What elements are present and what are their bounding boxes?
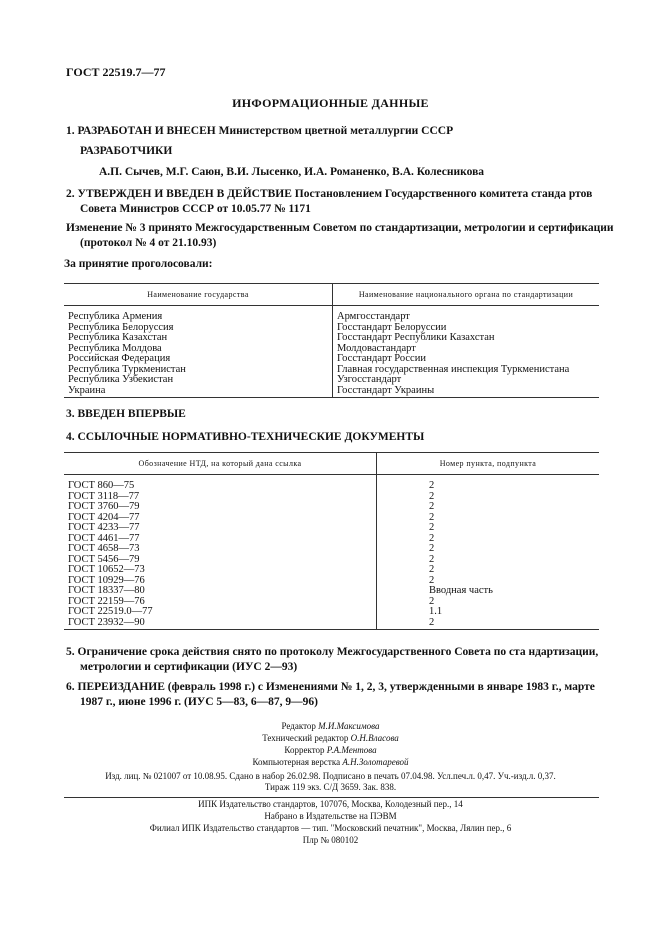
ref-doc: ГОСТ 18337—80 [64, 586, 377, 597]
imprint-label: Технический редактор [262, 733, 351, 743]
publisher-line1: ИПК Издательство стандартов, 107076, Москва, Колодезный пер., 14 [198, 799, 463, 809]
ref-doc: ГОСТ 4658—73 [64, 544, 377, 555]
ref-clause: 2 [429, 522, 435, 533]
section-3: 3. ВВЕДЕН ВПЕРВЫЕ [66, 408, 186, 420]
section-6 [66, 680, 601, 710]
section-5 [66, 645, 601, 675]
ref-clause: 2 [429, 480, 435, 491]
ref-doc: ГОСТ 22519.0—77 [64, 607, 377, 618]
state-name: Республика Туркменистан [64, 365, 333, 376]
amendment-line1: Изменение № 3 принято Межгосударственным Советом по стандартизации, метрологии и сертификации [66, 222, 614, 234]
ref-clause: 2 [429, 564, 435, 575]
publisher-line2: Набрано в Издательстве на ПЭВМ [264, 811, 397, 821]
state-body: Госстандарт России [337, 353, 426, 364]
refs-table [64, 452, 599, 630]
section-6-line1: 6. ПЕРЕИЗДАНИЕ (февраль 1998 г.) с Изменениями № 1, 2, 3, утвержденными в январе 1983 г., марте [66, 681, 595, 693]
section-6-line2: 1987 г., июне 1996 г. (ИУС 5—83, 6—87, 9—96) [80, 696, 318, 708]
imprint-layout [0, 757, 661, 768]
table-row [64, 565, 599, 576]
section-1 [66, 124, 453, 138]
table-row [64, 513, 599, 524]
table-row [64, 534, 599, 545]
imprint-person: М.И.Максимова [318, 721, 380, 731]
table-row [64, 375, 599, 386]
states-table-header [64, 284, 599, 306]
ref-clause: 2 [429, 543, 435, 554]
section-2-lead: 2. УТВЕРЖДЕН И ВВЕДЕН В ДЕЙСТВИЕ [66, 188, 292, 200]
section-5-line2: метрологии и сертификации (ИУС 2—93) [80, 661, 298, 673]
table-row [64, 502, 599, 513]
state-name: Республика Узбекистан [64, 375, 333, 386]
ref-clause: 2 [429, 511, 435, 523]
table-row [64, 523, 599, 534]
refs-header-clause: Номер пункта, подпункта [377, 453, 600, 475]
amendment-note [66, 221, 614, 251]
imprint-label: Редактор [281, 721, 319, 731]
section-2-text: Постановлением Государственного комитета станда ртов [291, 188, 593, 200]
section-2 [66, 187, 601, 217]
table-row [64, 475, 599, 492]
imprint-print-line2: Тираж 119 экз. С/Д 3659. Зак. 838. [264, 782, 397, 792]
ref-doc: ГОСТ 23932—90 [64, 618, 377, 630]
voted-label: За принятие проголосовали: [64, 258, 213, 270]
table-row [64, 354, 599, 365]
refs-header-doc: Обозначение НТД, на который дана ссылка [64, 453, 377, 475]
ref-clause: 2 [429, 553, 435, 565]
imprint-print-line1: Изд. лиц. № 021007 от 10.08.95. Сдано в набор 26.02.98. Подписано в печать 07.04.98. Усл.печ.л. 0,47. Уч.-изд.л. 0,37. [105, 771, 556, 781]
ref-doc: ГОСТ 860—75 [64, 475, 377, 492]
state-body: Госстандарт Украины [333, 386, 600, 398]
imprint-editor [0, 721, 661, 732]
developers-label: РАЗРАБОТЧИКИ [80, 145, 173, 157]
ref-doc: ГОСТ 10652—73 [64, 565, 377, 576]
publisher-line4: Плр № 080102 [302, 835, 359, 845]
state-body: Армгосстандарт [337, 311, 410, 322]
states-header-state: Наименование государства [64, 284, 333, 306]
table-row [64, 333, 599, 344]
page-title: ИНФОРМАЦИОННЫЕ ДАННЫЕ [232, 96, 429, 110]
imprint-label: Компьютерная верстка [252, 757, 343, 767]
state-name: Республика Армения [64, 306, 333, 323]
section-5-line1: 5. Ограничение срока действия снято по протоколу Межгосударственного Совета по ста ндартизации, [66, 646, 599, 658]
state-name: Российская Федерация [64, 354, 333, 365]
ref-doc: ГОСТ 5456—79 [64, 555, 377, 566]
ref-clause: 1.1 [429, 606, 443, 617]
imprint-person: О.Н.Власова [350, 733, 399, 743]
state-name: Республика Белоруссия [64, 323, 333, 334]
table-row [64, 492, 599, 503]
table-row [64, 618, 599, 630]
imprint-divider [64, 797, 599, 798]
states-table [64, 283, 599, 398]
ref-doc: ГОСТ 3760—79 [64, 502, 377, 513]
state-name: Республика Казахстан [64, 333, 333, 344]
state-body: Молдовастандарт [337, 342, 416, 354]
ref-clause: 2 [429, 501, 435, 512]
table-row [64, 586, 599, 597]
imprint-person: А.Н.Золотаревой [342, 757, 409, 767]
document-number: ГОСТ 22519.7—77 [66, 65, 166, 79]
ref-clause: 2 [429, 490, 435, 502]
section-4: 4. ССЫЛОЧНЫЕ НОРМАТИВНО-ТЕХНИЧЕСКИЕ ДОКУМЕНТЫ [66, 431, 425, 443]
state-body: Узгосстандарт [337, 374, 402, 385]
table-row [64, 306, 599, 323]
ref-doc: ГОСТ 3118—77 [64, 492, 377, 503]
section-1-text: Министерством цветной металлургии СССР [215, 125, 454, 137]
ref-clause: 2 [429, 532, 435, 544]
ref-doc: ГОСТ 22159—76 [64, 597, 377, 608]
ref-doc: ГОСТ 4204—77 [64, 513, 377, 524]
amendment-line2: (протокол № 4 от 21.10.93) [80, 237, 217, 249]
publisher-line3: Филиал ИПК Издательство стандартов — тип. "Московский печатник", Москва, Лялин пер., 6 [149, 823, 512, 833]
ref-clause: 2 [377, 618, 600, 630]
section-1-lead: 1. РАЗРАБОТАН И ВНЕСЕН [66, 125, 216, 137]
ref-doc: ГОСТ 4233—77 [64, 523, 377, 534]
table-row [64, 386, 599, 398]
states-header-body: Наименование национального органа по стандартизации [333, 284, 600, 306]
state-body: Госстандарт Республики Казахстан [337, 332, 495, 343]
ref-clause: 2 [429, 574, 435, 586]
state-name: Украина [64, 386, 333, 398]
state-body: Госстандарт Белоруссии [337, 321, 447, 333]
ref-doc: ГОСТ 4461—77 [64, 534, 377, 545]
imprint-label: Корректор [284, 745, 327, 755]
imprint-tech-editor [0, 733, 661, 744]
state-body: Главная государственная инспекция Туркменистана [337, 363, 570, 375]
developers-list: А.П. Сычев, М.Г. Саюн, В.И. Лысенко, И.А. Романенко, В.А. Колесникова [99, 166, 485, 178]
ref-clause: 2 [429, 595, 435, 607]
refs-table-header [64, 453, 599, 475]
ref-clause: Вводная часть [429, 585, 493, 596]
imprint-proofreader [0, 745, 661, 756]
section-2-line2: Совета Министров СССР от 10.05.77 № 1171 [80, 203, 311, 215]
imprint-person: Р.А.Ментова [326, 745, 377, 755]
ref-doc: ГОСТ 10929—76 [64, 576, 377, 587]
state-name: Республика Молдова [64, 344, 333, 355]
table-row [64, 607, 599, 618]
table-row [64, 544, 599, 555]
